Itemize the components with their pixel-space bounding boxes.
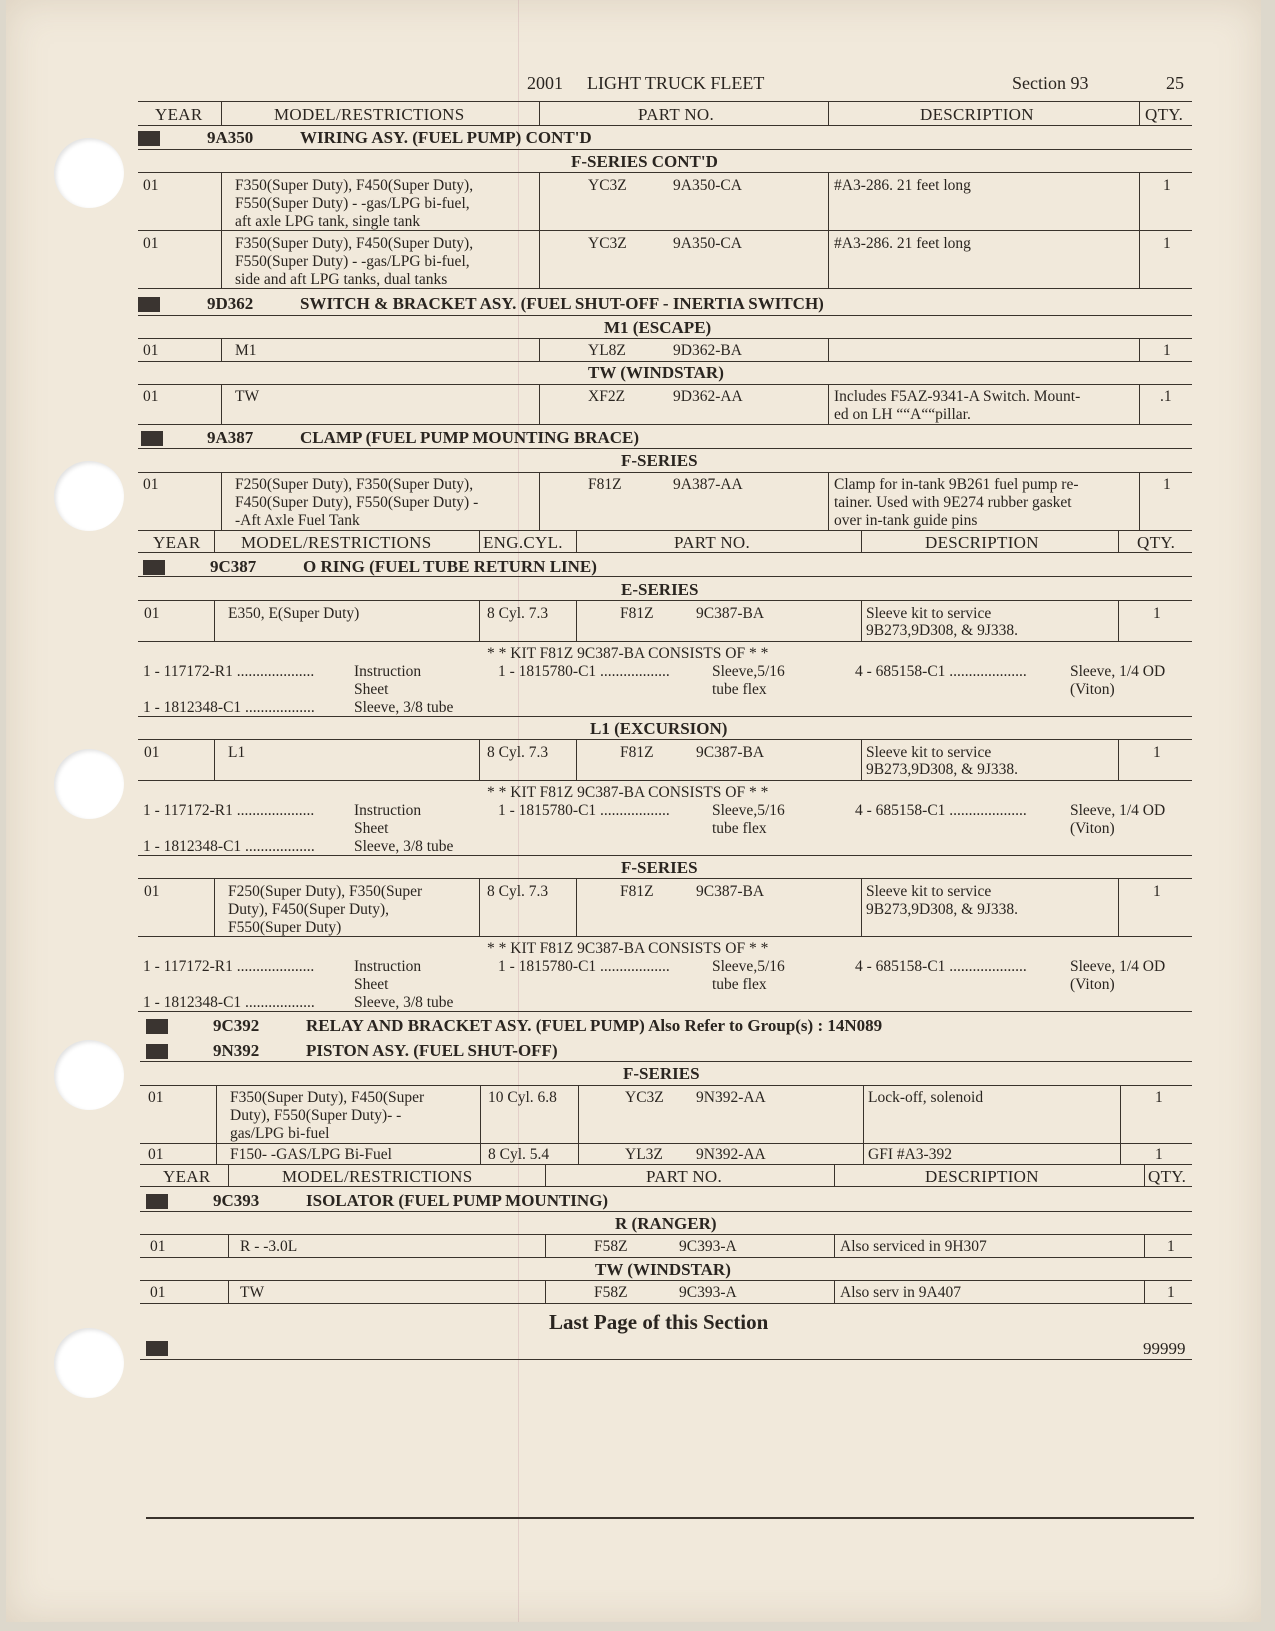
series-header: M1 (ESCAPE): [604, 318, 712, 337]
kit-part: 1 - 1815780-C1 ..................: [498, 802, 670, 819]
part-base: 9C393-A: [679, 1284, 737, 1301]
row-model: F350(Super Duty), F450(Super Duty),: [235, 235, 474, 252]
kit-description: Sleeve,5/16: [712, 958, 785, 975]
row-description: 9B273,9D308, & 9J338.: [866, 901, 1018, 918]
group-name: PISTON ASY. (FUEL SHUT-OFF): [306, 1041, 558, 1060]
row-qty: .1: [1160, 388, 1172, 405]
part-prefix: F58Z: [594, 1238, 628, 1255]
row-qty: 1: [1163, 177, 1171, 194]
header-year: 2001: [527, 73, 563, 93]
kit-part: 1 - 117172-R1 ....................: [143, 802, 315, 819]
kit-part: 1 - 1815780-C1 ..................: [498, 663, 670, 680]
kit-description: Instruction: [354, 663, 422, 680]
series-header: R (RANGER): [615, 1214, 717, 1233]
row-qty: 1: [1153, 605, 1161, 622]
group-marker: [146, 1019, 168, 1034]
group-code: 9A350: [207, 128, 254, 147]
row-model: TW: [235, 388, 260, 405]
group-name: WIRING ASY. (FUEL PUMP) CONT'D: [300, 128, 592, 147]
col-description: DESCRIPTION: [920, 105, 1034, 124]
row-model: aft axle LPG tank, single tank: [235, 213, 421, 230]
col-qty: QTY.: [1148, 1167, 1187, 1186]
row-description: tainer. Used with 9E274 rubber gasket: [834, 494, 1072, 511]
part-prefix: YL3Z: [625, 1146, 663, 1163]
kit-part: 1 - 1812348-C1 ..................: [143, 838, 315, 855]
binder-hole: [54, 749, 124, 819]
part-base: 9N392-AA: [696, 1146, 766, 1163]
row-model: F350(Super Duty), F450(Super: [230, 1089, 425, 1106]
kit-description: Sleeve, 1/4 OD: [1070, 663, 1166, 680]
row-year: 01: [148, 1089, 164, 1106]
row-model: E350, E(Super Duty): [228, 605, 360, 622]
binder-hole: [54, 138, 124, 208]
kit-description: Sheet: [354, 976, 389, 993]
kit-part: 4 - 685158-C1 ....................: [855, 663, 1027, 680]
row-description: Also serviced in 9H307: [840, 1238, 987, 1255]
row-description: over in-tank guide pins: [834, 512, 978, 529]
col-year: YEAR: [163, 1167, 211, 1186]
kit-description: (Viton): [1070, 976, 1115, 993]
part-prefix: YL8Z: [588, 342, 626, 359]
row-year: 01: [144, 744, 160, 761]
header-page-number: 25: [1166, 73, 1184, 93]
part-base: 9N392-AA: [696, 1089, 766, 1106]
row-model: F350(Super Duty), F450(Super Duty),: [235, 177, 474, 194]
row-model: L1: [228, 744, 246, 761]
col-model: MODEL/RESTRICTIONS: [241, 533, 432, 552]
kit-part: 1 - 1812348-C1 ..................: [143, 994, 315, 1011]
part-prefix: F81Z: [620, 744, 654, 761]
col-model: MODEL/RESTRICTIONS: [274, 105, 465, 124]
col-part-no: PART NO.: [638, 105, 715, 124]
kit-description: Instruction: [354, 802, 422, 819]
part-base: 9A387-AA: [673, 476, 743, 493]
part-prefix: YC3Z: [588, 235, 627, 252]
group-name: SWITCH & BRACKET ASY. (FUEL SHUT-OFF - INERTIA SWITCH): [300, 294, 824, 313]
header-title: LIGHT TRUCK FLEET: [587, 73, 765, 93]
kit-description: (Viton): [1070, 681, 1115, 698]
row-year: 01: [143, 177, 159, 194]
row-description: Sleeve kit to service: [866, 605, 992, 622]
row-qty: 1: [1153, 744, 1161, 761]
series-header: F-SERIES: [623, 1064, 700, 1083]
part-base: 9C387-BA: [696, 744, 765, 761]
part-prefix: F58Z: [594, 1284, 628, 1301]
col-year: YEAR: [155, 105, 203, 124]
col-eng-cyl: ENG.CYL.: [483, 533, 563, 552]
row-model: F250(Super Duty), F350(Super: [228, 883, 423, 900]
part-base: 9C393-A: [679, 1238, 737, 1255]
row-model: side and aft LPG tanks, dual tanks: [235, 271, 448, 288]
row-description: ed on LH ““A““pillar.: [834, 406, 971, 423]
kit-title: * * KIT F81Z 9C387-BA CONSISTS OF * *: [487, 645, 769, 662]
row-year: 01: [144, 605, 160, 622]
row-model: F250(Super Duty), F350(Super Duty),: [235, 476, 474, 493]
header-section: Section 93: [1012, 73, 1089, 93]
row-description: #A3-286. 21 feet long: [834, 235, 971, 252]
row-year: 01: [143, 476, 159, 493]
kit-description: Sleeve, 3/8 tube: [354, 838, 454, 855]
group-name: RELAY AND BRACKET ASY. (FUEL PUMP) Also Refer to Group(s) : 14N089: [306, 1016, 883, 1035]
kit-part: 1 - 1812348-C1 ..................: [143, 699, 315, 716]
kit-description: Instruction: [354, 958, 422, 975]
group-marker: [146, 1044, 168, 1059]
group-code: 9A387: [207, 428, 254, 447]
row-model: R - -3.0L: [240, 1238, 298, 1255]
row-model: F450(Super Duty), F550(Super Duty) -: [235, 494, 479, 511]
section-end-code: 99999: [1143, 1339, 1186, 1358]
group-code: 9N392: [213, 1041, 260, 1060]
row-qty: 1: [1167, 1238, 1175, 1255]
row-qty: 1: [1163, 235, 1171, 252]
group-marker: [146, 1341, 168, 1356]
row-eng-cyl: 8 Cyl. 5.4: [488, 1146, 550, 1163]
part-prefix: F81Z: [620, 605, 654, 622]
col-description: DESCRIPTION: [925, 1167, 1039, 1186]
col-part-no: PART NO.: [646, 1167, 723, 1186]
series-header: TW (WINDSTAR): [588, 363, 724, 382]
kit-description: tube flex: [712, 681, 767, 698]
row-qty: 1: [1155, 1146, 1163, 1163]
group-marker: [146, 1194, 168, 1209]
row-year: 01: [150, 1284, 166, 1301]
group-name: O RING (FUEL TUBE RETURN LINE): [303, 557, 597, 576]
row-year: 01: [144, 883, 160, 900]
part-base: 9D362-AA: [673, 388, 743, 405]
row-description: Sleeve kit to service: [866, 883, 992, 900]
part-base: 9A350-CA: [673, 177, 742, 194]
kit-description: tube flex: [712, 820, 767, 837]
group-code: 9D362: [207, 294, 254, 313]
row-description: 9B273,9D308, & 9J338.: [866, 761, 1018, 778]
binder-hole: [54, 461, 124, 531]
kit-part: 1 - 117172-R1 ....................: [143, 663, 315, 680]
row-description: Sleeve kit to service: [866, 744, 992, 761]
col-description: DESCRIPTION: [925, 533, 1039, 552]
part-base: 9D362-BA: [673, 342, 742, 359]
col-model: MODEL/RESTRICTIONS: [282, 1167, 473, 1186]
part-prefix: F81Z: [620, 883, 654, 900]
group-marker: [141, 431, 163, 446]
kit-description: tube flex: [712, 976, 767, 993]
kit-description: Sleeve,5/16: [712, 663, 785, 680]
group-code: 9C392: [213, 1016, 260, 1035]
group-code: 9C393: [213, 1191, 260, 1210]
row-model: F150- -GAS/LPG Bi-Fuel: [230, 1146, 392, 1163]
row-year: 01: [143, 235, 159, 252]
part-base: 9A350-CA: [673, 235, 742, 252]
part-prefix: YC3Z: [588, 177, 627, 194]
kit-description: Sheet: [354, 681, 389, 698]
row-model: Duty), F550(Super Duty)- -: [230, 1107, 402, 1124]
kit-part: 1 - 117172-R1 ....................: [143, 958, 315, 975]
group-marker: [138, 297, 160, 312]
row-eng-cyl: 8 Cyl. 7.3: [487, 605, 549, 622]
part-prefix: F81Z: [588, 476, 622, 493]
group-marker: [138, 131, 160, 146]
row-description: 9B273,9D308, & 9J338.: [866, 622, 1018, 639]
row-year: 01: [143, 342, 159, 359]
col-year: YEAR: [153, 533, 201, 552]
group-marker: [143, 560, 165, 575]
kit-description: Sheet: [354, 820, 389, 837]
kit-part: 4 - 685158-C1 ....................: [855, 802, 1027, 819]
row-description: Includes F5AZ-9341-A Switch. Mount-: [834, 388, 1081, 405]
kit-title: * * KIT F81Z 9C387-BA CONSISTS OF * *: [487, 784, 769, 801]
kit-part: 4 - 685158-C1 ....................: [855, 958, 1027, 975]
row-qty: 1: [1153, 883, 1161, 900]
part-prefix: YC3Z: [625, 1089, 664, 1106]
kit-description: Sleeve, 1/4 OD: [1070, 958, 1166, 975]
group-code: 9C387: [210, 557, 257, 576]
series-header: F-SERIES: [621, 451, 698, 470]
series-header: F-SERIES: [621, 858, 698, 877]
row-qty: 1: [1167, 1284, 1175, 1301]
last-page-notice: Last Page of this Section: [549, 1310, 769, 1334]
row-year: 01: [143, 388, 159, 405]
row-model: F550(Super Duty) - -gas/LPG bi-fuel,: [235, 253, 470, 270]
col-qty: QTY.: [1137, 533, 1176, 552]
row-model: F550(Super Duty): [228, 919, 342, 936]
kit-description: Sleeve, 3/8 tube: [354, 699, 454, 716]
series-header: F-SERIES CONT'D: [571, 152, 718, 171]
row-description: GFI #A3-392: [868, 1146, 952, 1163]
row-model: F550(Super Duty) - -gas/LPG bi-fuel,: [235, 195, 470, 212]
kit-part: 1 - 1815780-C1 ..................: [498, 958, 670, 975]
part-prefix: XF2Z: [588, 388, 626, 405]
part-base: 9C387-BA: [696, 883, 765, 900]
kit-description: Sleeve,5/16: [712, 802, 785, 819]
series-header: E-SERIES: [621, 580, 699, 599]
kit-description: (Viton): [1070, 820, 1115, 837]
kit-description: Sleeve, 1/4 OD: [1070, 802, 1166, 819]
row-model: -Aft Axle Fuel Tank: [235, 512, 360, 529]
row-year: 01: [148, 1146, 164, 1163]
group-name: CLAMP (FUEL PUMP MOUNTING BRACE): [300, 428, 640, 447]
row-description: Also serv in 9A407: [840, 1284, 961, 1301]
row-eng-cyl: 8 Cyl. 7.3: [487, 883, 549, 900]
kit-title: * * KIT F81Z 9C387-BA CONSISTS OF * *: [487, 940, 769, 957]
binder-hole: [54, 1040, 124, 1110]
row-eng-cyl: 10 Cyl. 6.8: [488, 1089, 557, 1106]
row-model: TW: [240, 1284, 265, 1301]
kit-description: Sleeve, 3/8 tube: [354, 994, 454, 1011]
series-header: TW (WINDSTAR): [595, 1260, 731, 1279]
row-year: 01: [150, 1238, 166, 1255]
row-qty: 1: [1155, 1089, 1163, 1106]
col-part-no: PART NO.: [674, 533, 751, 552]
binder-hole: [54, 1328, 124, 1398]
row-description: Clamp for in-tank 9B261 fuel pump re-: [834, 476, 1079, 493]
row-qty: 1: [1163, 476, 1171, 493]
col-qty: QTY.: [1145, 105, 1184, 124]
row-qty: 1: [1163, 342, 1171, 359]
row-model: M1: [235, 342, 257, 359]
group-name: ISOLATOR (FUEL PUMP MOUNTING): [306, 1191, 609, 1210]
row-model: gas/LPG bi-fuel: [230, 1125, 330, 1142]
part-base: 9C387-BA: [696, 605, 765, 622]
row-description: #A3-286. 21 feet long: [834, 177, 971, 194]
row-eng-cyl: 8 Cyl. 7.3: [487, 744, 549, 761]
row-description: Lock-off, solenoid: [868, 1089, 984, 1106]
series-header: L1 (EXCURSION): [590, 719, 728, 738]
row-model: Duty), F450(Super Duty),: [228, 901, 390, 918]
